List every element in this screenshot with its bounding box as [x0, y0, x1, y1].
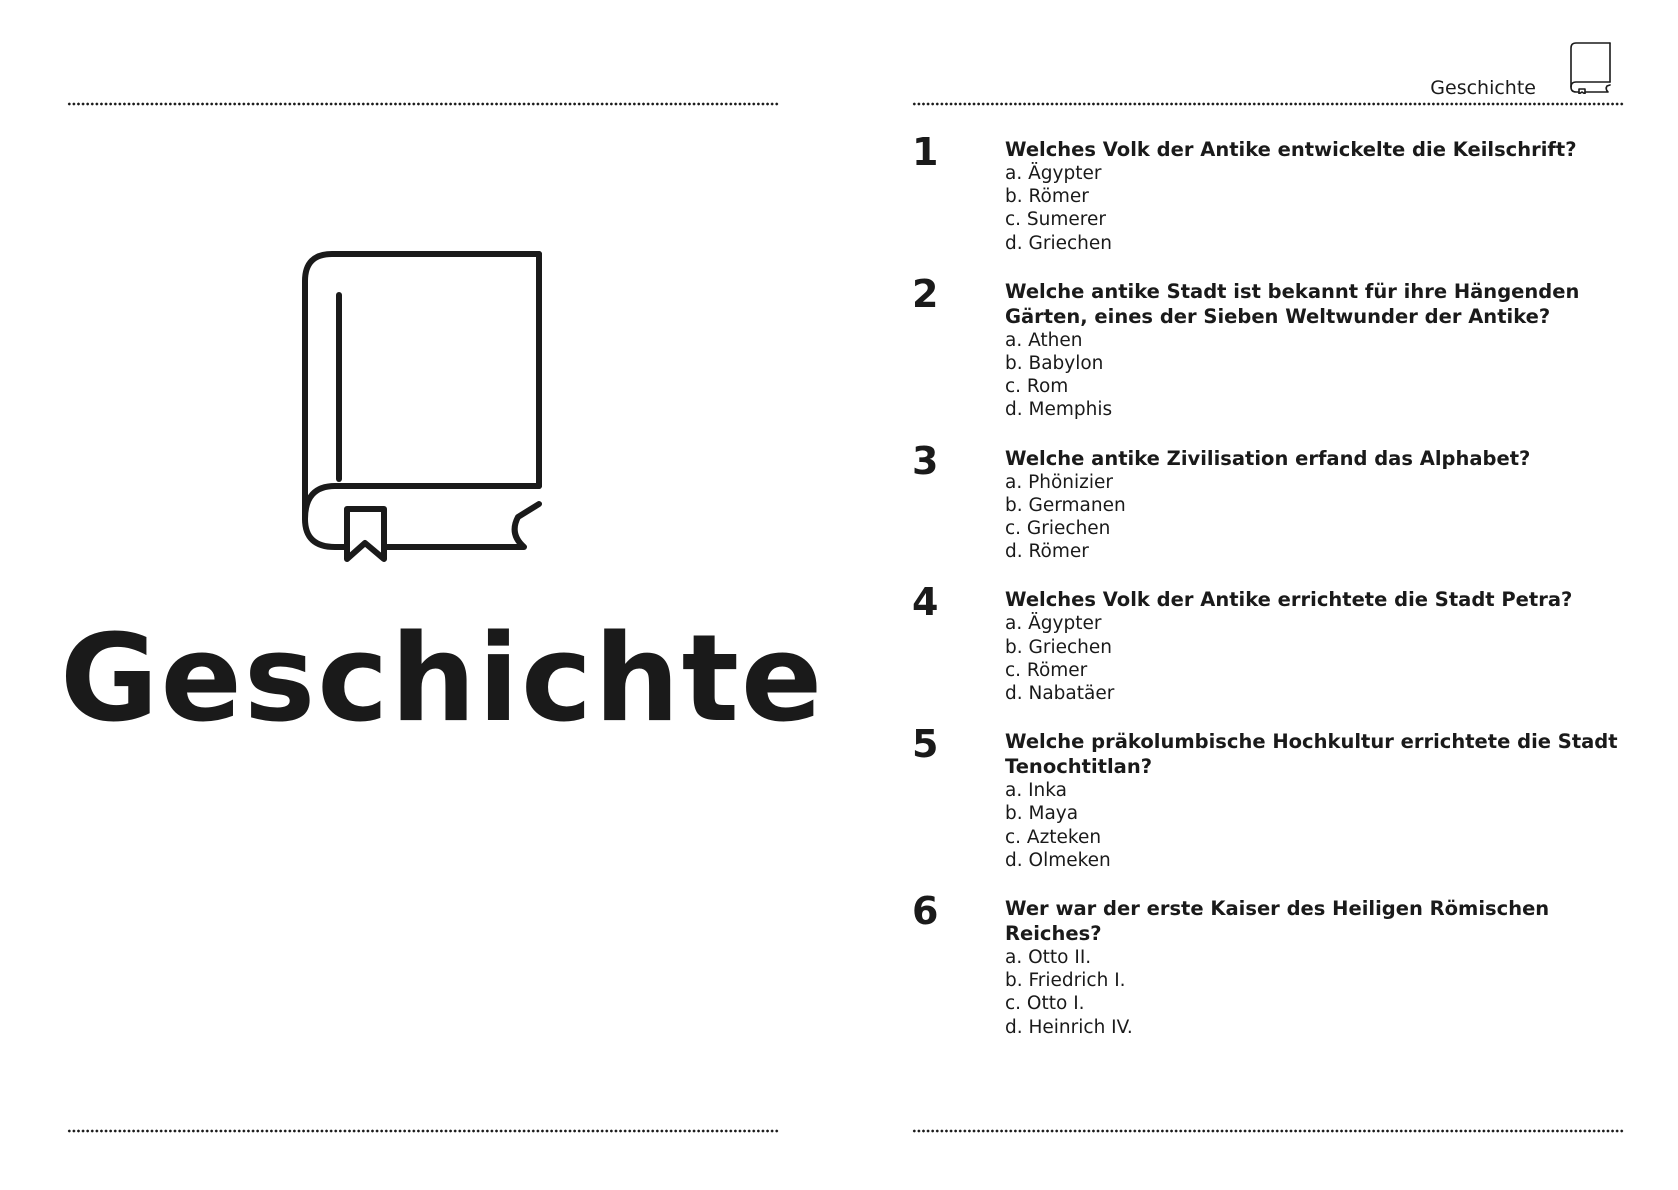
answer-option: d. Römer — [1005, 541, 1089, 563]
quiz-question — [912, 722, 1624, 872]
cover-title: Geschichte — [60, 610, 825, 749]
answer-option: b. Maya — [1005, 803, 1079, 825]
answer-options — [1005, 946, 1624, 1039]
answer-options — [1005, 779, 1624, 872]
question-number: 5 — [912, 722, 939, 767]
question-number: 1 — [912, 130, 939, 174]
answer-option: d. Heinrich IV. — [1005, 1016, 1133, 1038]
right-bottom-dotted-rule — [912, 1129, 1624, 1133]
question-number: 2 — [912, 271, 939, 316]
question-text: Welches Volk der Antike errichtete die Stadt Petra? — [1005, 588, 1573, 612]
answer-option: c. Römer — [1005, 659, 1088, 681]
answer-option: b. Germanen — [1005, 494, 1126, 516]
answer-option: c. Sumerer — [1005, 209, 1106, 231]
header-label: Geschichte — [1430, 77, 1536, 99]
answer-option: a. Phönizier — [1005, 471, 1114, 493]
answer-option: c. Griechen — [1005, 518, 1111, 540]
question-text: Welche präkolumbische Hochkultur errichtete die Stadt Tenochtitlan? — [1005, 730, 1618, 779]
answer-options — [1005, 471, 1624, 564]
answer-option: b. Babylon — [1005, 353, 1104, 375]
answer-option: d. Nabatäer — [1005, 683, 1115, 705]
answer-options — [1005, 329, 1624, 422]
quiz-question-list — [912, 130, 1624, 1063]
question-text: Welches Volk der Antike entwickelte die Keilschrift? — [1005, 138, 1577, 161]
answer-option: c. Otto I. — [1005, 993, 1085, 1015]
answer-option: d. Olmeken — [1005, 849, 1111, 871]
question-number: 3 — [912, 438, 939, 483]
answer-options — [1005, 162, 1624, 255]
answer-option: a. Ägypter — [1005, 613, 1102, 635]
answer-option: a. Inka — [1005, 780, 1068, 802]
answer-option: a. Ägypter — [1005, 163, 1102, 184]
question-text: Wer war der erste Kaiser des Heiligen Römischen Reiches? — [1005, 897, 1550, 946]
question-text: Welche antike Stadt ist bekannt für ihre Hängenden Gärten, eines der Sieben Weltwunder der Antike? — [1005, 279, 1580, 328]
answer-option: c. Azteken — [1005, 826, 1102, 848]
answer-option: c. Rom — [1005, 376, 1069, 398]
book-icon — [302, 251, 542, 563]
question-number: 4 — [912, 580, 939, 625]
left-bottom-dotted-rule — [67, 1129, 779, 1133]
right-top-dotted-rule — [912, 102, 1624, 106]
answer-option: b. Friedrich I. — [1005, 970, 1126, 992]
quiz-question — [912, 271, 1624, 422]
answer-options — [1005, 612, 1624, 705]
book-icon — [1570, 42, 1612, 94]
answer-option: a. Otto II. — [1005, 947, 1092, 969]
answer-option: d. Memphis — [1005, 399, 1113, 421]
answer-option: d. Griechen — [1005, 232, 1112, 254]
answer-option: a. Athen — [1005, 329, 1083, 351]
quiz-question — [912, 438, 1624, 564]
quiz-question — [912, 130, 1624, 255]
quiz-question — [912, 889, 1624, 1039]
question-text: Welche antike Zivilisation erfand das Alphabet? — [1005, 446, 1531, 470]
left-top-dotted-rule — [67, 102, 779, 106]
quiz-question — [912, 580, 1624, 705]
answer-option: b. Römer — [1005, 186, 1089, 208]
question-number: 6 — [912, 889, 939, 934]
answer-option: b. Griechen — [1005, 636, 1112, 658]
